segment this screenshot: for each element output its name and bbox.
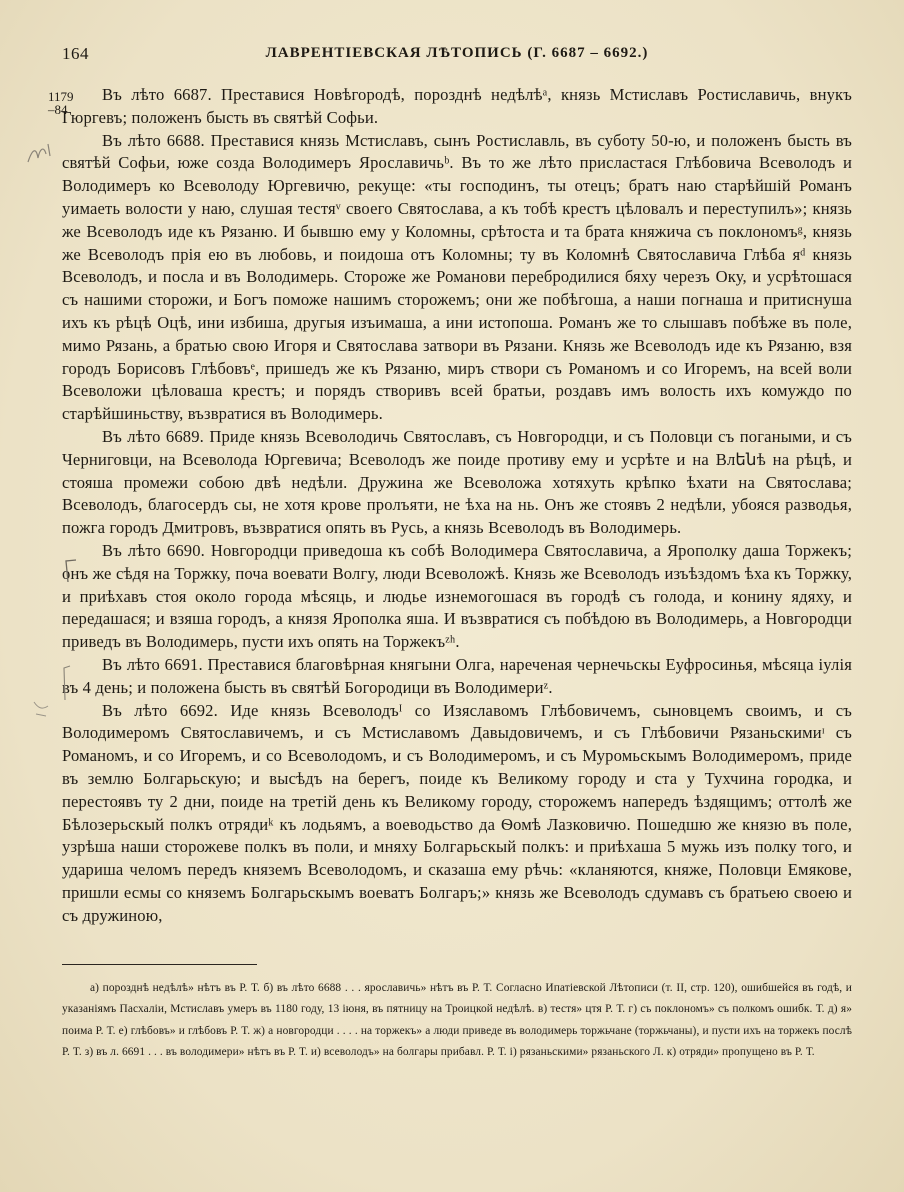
paragraph-6687: Въ лѣто 6687. Преставися Новѣгородѣ, порозднѣ недѣлѣᵃ, князь Мстиславъ Ростиславичь, внукъ Гюргевъ; положенъ бысть въ святѣй Софьи. xyxy=(62,85,852,127)
margin-year-top: 1179 xyxy=(48,89,74,104)
chronicle-text xyxy=(62,84,852,927)
paragraph-6689: Въ лѣто 6689. Приде князь Всеволодичь Святославъ, съ Новгородци, и съ Половци съ погаными, и съ Черниговци, на Всеволода Юргевича; Всеволодъ же поиде противу ему и усрѣте и на Влենѣ на рѣцѣ, и стояша промежи собою двѣ недѣли. Дружина же Всеволожа хотяхуть крѣпко ѣхати на Святослава; Всеволодъ, благосердъ сы, не хотя крове пролъяти, не ѣха на нь. Онъ же стоявъ 2 недѣли, убояся разводья, пожга городъ Дмитровъ, възвратися опять въ Русь, а князь Всеволодъ въ Володимерь. xyxy=(62,426,852,538)
footnotes: а) порозднѣ недѣлѣ» нѣтъ въ Р. Т. б) въ лѣто 6688 . . . ярославичь» нѣтъ въ Р. Т. Согласно Ипатіевской Лѣтописи (т. II, стр. 120), ошибшейся въ годѣ, и указаніямъ Пасхаліи, Мстиславъ умеръ въ 1180 году, 13 іюня, въ пятницу на Троицкой недѣлѣ. в) тестя» цтя Р. Т. г) съ поклономъ» съ полкомъ ошибк. Т. д) я» поима Р. Т. е) глѣбовъ» и глѣбовъ Р. Т. ж) а новгородци . . . . на торжекъ» а люди приведе въ володимерь торжьчане (торжьчаны), и пусти ихъ на торжекъ послѣ Р. Т. з) въ л. 6691 . . . въ володимери» нѣтъ въ Р. Т. и) всеволодъ» на болгары прибавл. Р. Т. і) рязаньскими» рязаньского Л. к) отряди» пропущено въ Р. Т. xyxy=(62,982,852,1058)
running-head: ЛАВРЕНТІЕВСКАЯ ЛѢТОПИСЬ (Г. 6687 – 6692.) xyxy=(265,45,649,61)
page-header xyxy=(62,44,852,70)
paragraph-6691: Въ лѣто 6691. Преставися благовѣрная княгыни Олга, нареченая чернечьскы Еуфросинья, мѣсяца іулія въ 4 день; и положена бысть въ святѣй Богородици въ Володимериᶻ. xyxy=(62,654,852,697)
paragraph-6690: Въ лѣто 6690. Новгородци приведоша къ собѣ Володимера Святославича, а Ярополку даша Торжекъ; онъ же сѣдя на Торжку, поча воевати Волгу, люди Всеволожѣ. Князь же Всеволодъ изъѣздомъ ѣха къ Торжку, и приѣхавъ стоя около города мѣсяць, и людье изнемогошася въ городѣ съ голода, и конину ядяху, и передашася; и взяша городъ, а князя Ярополка яша. И възвратися съ побѣдою въ Володимерь, а Новгородци приведъ въ Володимерь, пусти ихъ опять на Торжекъᶻʰ. xyxy=(62,540,852,652)
page-number: 164 xyxy=(62,44,89,63)
footnote-rule xyxy=(62,964,257,965)
pencil-mark-icon xyxy=(24,140,56,170)
paragraph-6688: Въ лѣто 6688. Преставися князь Мстиславъ, сынъ Ростиславль, въ суботу 50-ю, и положенъ бысть въ святѣй Софьи, юже созда Володимеръ Ярославичьᵇ. Въ то же лѣто присластася Глѣбовича Всеволодъ и Володимеръ ко Всеволоду Юргевичю, рекуще: «ты господинъ, ты отецъ; братъ наю старѣйшій Романъ уимаеть волости у наю, слушая тестяᵛ своего Святослава, а къ тобѣ крестъ цѣловалъ и переступилъ»; князь же Всеволодъ иде къ Рязаню. И бывшю ему у Коломны, срѣтоста и та брата княжича съ поклономъᵍ, князь же Всеволодъ прія ею въ любовь, и поидоша отъ Коломны; ту въ Коломнѣ Святославича Глѣба яᵈ князь Всеволодъ, и посла и въ Володимерь. Стороже же Романови перебродилися бяху черезъ Оку, и усрѣтошася съ нашими сторожи, и Богъ поможе нашимъ сторожемъ; они же побѣгоша, а наши погнаша и притиснуша ихъ къ рѣцѣ Оцѣ, ини избиша, другыя изъимаша, а ини истопоша. Романъ же то слышавъ побѣже въ поле, мимо Рязань, а братью свою Игоря и Святослава затвори въ Рязани. Князь же Всеволодъ иде къ Рязаню, взя городъ Борисовъ Глѣбовъᵉ, пришедъ же къ Рязаню, миръ створи съ Романомъ и со Игоремъ, на всей воли Всеволожи цѣловаша крестъ; и порядъ створивъ всей братьи, роздавъ имъ волость ихъ комуждо по старѣйшиньству, възвратися въ Володимерь. xyxy=(62,130,852,424)
margin-year-bottom: –84 xyxy=(48,102,68,117)
paragraph-6692: Въ лѣто 6692. Иде князь Всеволодъᴵ со Изяславомъ Глѣбовичемъ, сыновцемъ своимъ, и съ Володимеромъ Святославичемъ, и съ Мстиславомъ Давыдовичемъ, и съ Глѣбовичи Рязаньскимиᶦ съ Романомъ, и со Игоремъ, и со Всеволодомъ, и съ Володимеромъ, и съ Муромьскымъ Володимеромъ, приде въ землю Болгарьскую; и высѣдъ на берегъ, поиде къ Великому городу и ста у Тухчина городка, и перестоявъ ту 2 дни, поиде на третій день къ Великому городу, сторожемъ напередъ ѣздящимъ; оттолѣ же Бѣлозерьскый полкъ отрядиᵏ къ лодьямъ, а воеводьство да Ѳомѣ Лазковичю. Пошедшю же князю въ поле, узрѣша наши сторожеве полкъ въ поли, и мняху Болгарьскый полкъ: и приѣхаша 5 мужь изъ полку того, и удариша челомъ передъ княземъ Всеволодомъ, и сказаша ему рѣчь: «кланяются, княже, Половци Емякове, пришли есмы со княземъ Болгарьскымъ воеватъ Болгаръ;» князь же Всеволодъ сдумавъ съ братьею своею и съ дружиною, xyxy=(62,700,852,925)
pencil-mark-icon xyxy=(30,696,54,722)
